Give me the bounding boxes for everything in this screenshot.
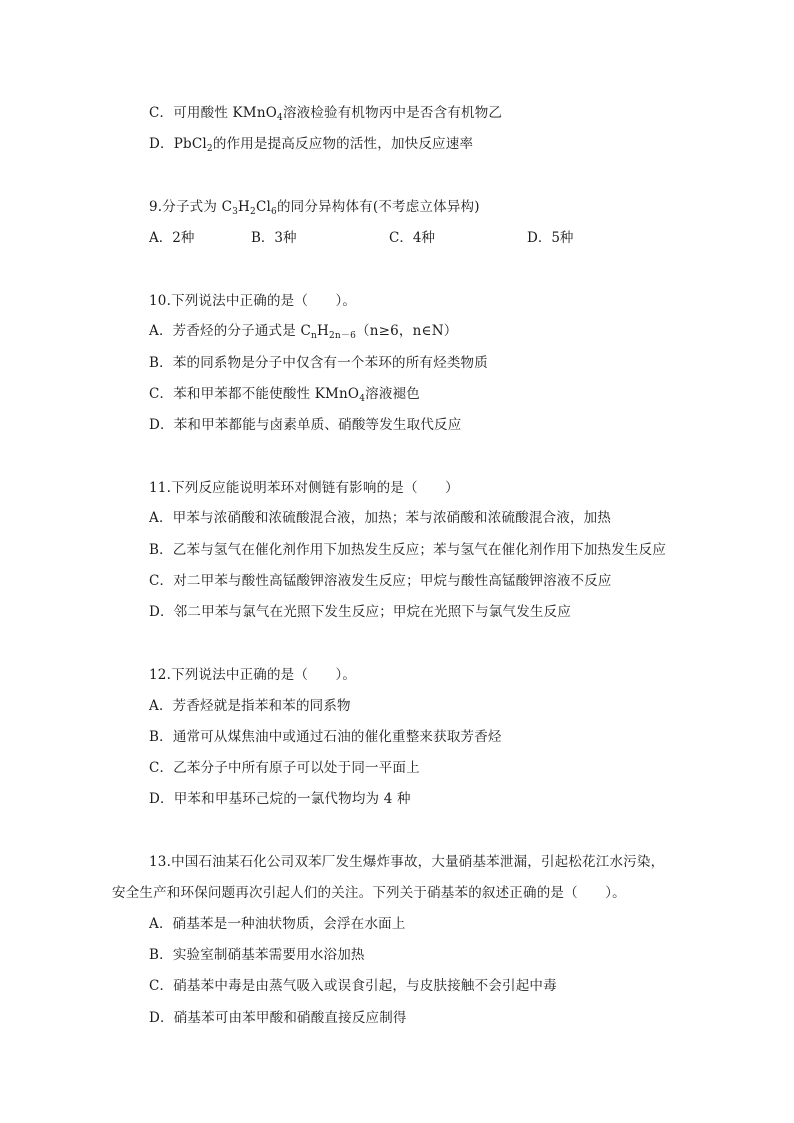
text: C．可用酸性 KMnO <box>149 105 277 121</box>
q9-options <box>149 229 649 247</box>
text: Cl <box>255 199 272 215</box>
q9-option-c: C．4种 <box>389 230 435 246</box>
q11-option-d: D．邻二甲苯与氯气在光照下发生反应；甲烷在光照下与氯气发生反应 <box>149 604 572 620</box>
subscript: 4 <box>277 113 283 123</box>
subscript: 4 <box>359 394 366 404</box>
q11-option-b: B．乙苯与氢气在催化剂作用下加热发生反应；苯与氢气在催化剂作用下加热发生反应 <box>149 542 667 558</box>
text: H <box>316 323 329 339</box>
q10-option-d: D．苯和甲苯都能与卤素单质、硝酸等发生取代反应 <box>149 417 462 433</box>
q12-option-c: C．乙苯分子中所有原子可以处于同一平面上 <box>149 760 420 776</box>
text: D．PbCl <box>149 136 207 152</box>
q9-option-d: D．5种 <box>527 230 574 246</box>
text: 的作用是提高反应物的活性，加快反应速率 <box>212 136 474 152</box>
q13-option-d: D．硝基苯可由苯甲酸和硝酸直接反应制得 <box>149 1010 407 1026</box>
text: H <box>238 199 251 215</box>
q9-stem <box>149 198 480 218</box>
q13-stem-line1: 13.中国石油某石化公司双苯厂发生爆炸事故，大量硝基苯泄漏，引起松花江水污染， <box>149 854 665 870</box>
text: （n≥6，n∈N） <box>356 323 458 339</box>
q12-option-a: A．芳香烃就是指苯和苯的同系物 <box>149 698 351 714</box>
q11-stem: 11.下列反应能说明苯环对侧链有影响的是（ ） <box>149 480 459 496</box>
q8-option-c <box>149 104 502 124</box>
subscript: 2 <box>250 207 256 217</box>
q10-stem: 10.下列说法中正确的是（ ）。 <box>149 293 357 309</box>
q11-option-c: C．对二甲苯与酸性高锰酸钾溶液发生反应；甲烷与酸性高锰酸钾溶液不反应 <box>149 573 612 589</box>
subscript: 2n－6 <box>328 331 357 341</box>
q9-option-b: B．3种 <box>251 230 297 246</box>
q12-option-b: B．通常可从煤焦油中或通过石油的催化重整来获取芳香烃 <box>149 729 502 745</box>
q10-option-c <box>149 385 420 405</box>
q10-option-a <box>149 322 457 342</box>
q10-option-b: B．苯的同系物是分子中仅含有一个苯环的所有烃类物质 <box>149 355 488 371</box>
text: 溶液检验有机物丙中是否含有机物乙 <box>282 105 503 121</box>
q13-option-a: A．硝基苯是一种油状物质，会浮在水面上 <box>149 916 406 932</box>
text: 的同分异构体有(不考虑立体异构) <box>276 199 480 215</box>
subscript: n <box>310 331 317 341</box>
q13-option-b: B．实验室制硝基苯需要用水浴加热 <box>149 947 365 963</box>
subscript: 6 <box>271 207 277 217</box>
text: 9.分子式为 C <box>149 199 233 215</box>
q12-option-d: D．甲苯和甲基环己烷的一氯代物均为 4 种 <box>149 791 411 807</box>
text: A．芳香烃的分子通式是 C <box>149 323 311 339</box>
q13-option-c: C．硝基苯中毒是由蒸气吸入或误食引起，与皮肤接触不会引起中毒 <box>149 978 557 994</box>
q9-option-a: A．2种 <box>149 230 195 246</box>
q8-option-d <box>149 135 473 155</box>
text: 溶液褪色 <box>365 386 420 402</box>
text: C．苯和甲苯都不能使酸性 KMnO <box>149 386 360 402</box>
q13-stem-line2: 安全生产和环保问题再次引起人们的关注。下列关于硝基苯的叙述正确的是（ ）。 <box>112 885 626 901</box>
q12-stem: 12.下列说法中正确的是（ ）。 <box>149 667 357 683</box>
q11-option-a: A．甲苯与浓硝酸和浓硫酸混合液，加热；苯与浓硝酸和浓硫酸混合液，加热 <box>149 510 612 526</box>
subscript: 2 <box>206 144 213 154</box>
subscript: 3 <box>232 207 239 217</box>
